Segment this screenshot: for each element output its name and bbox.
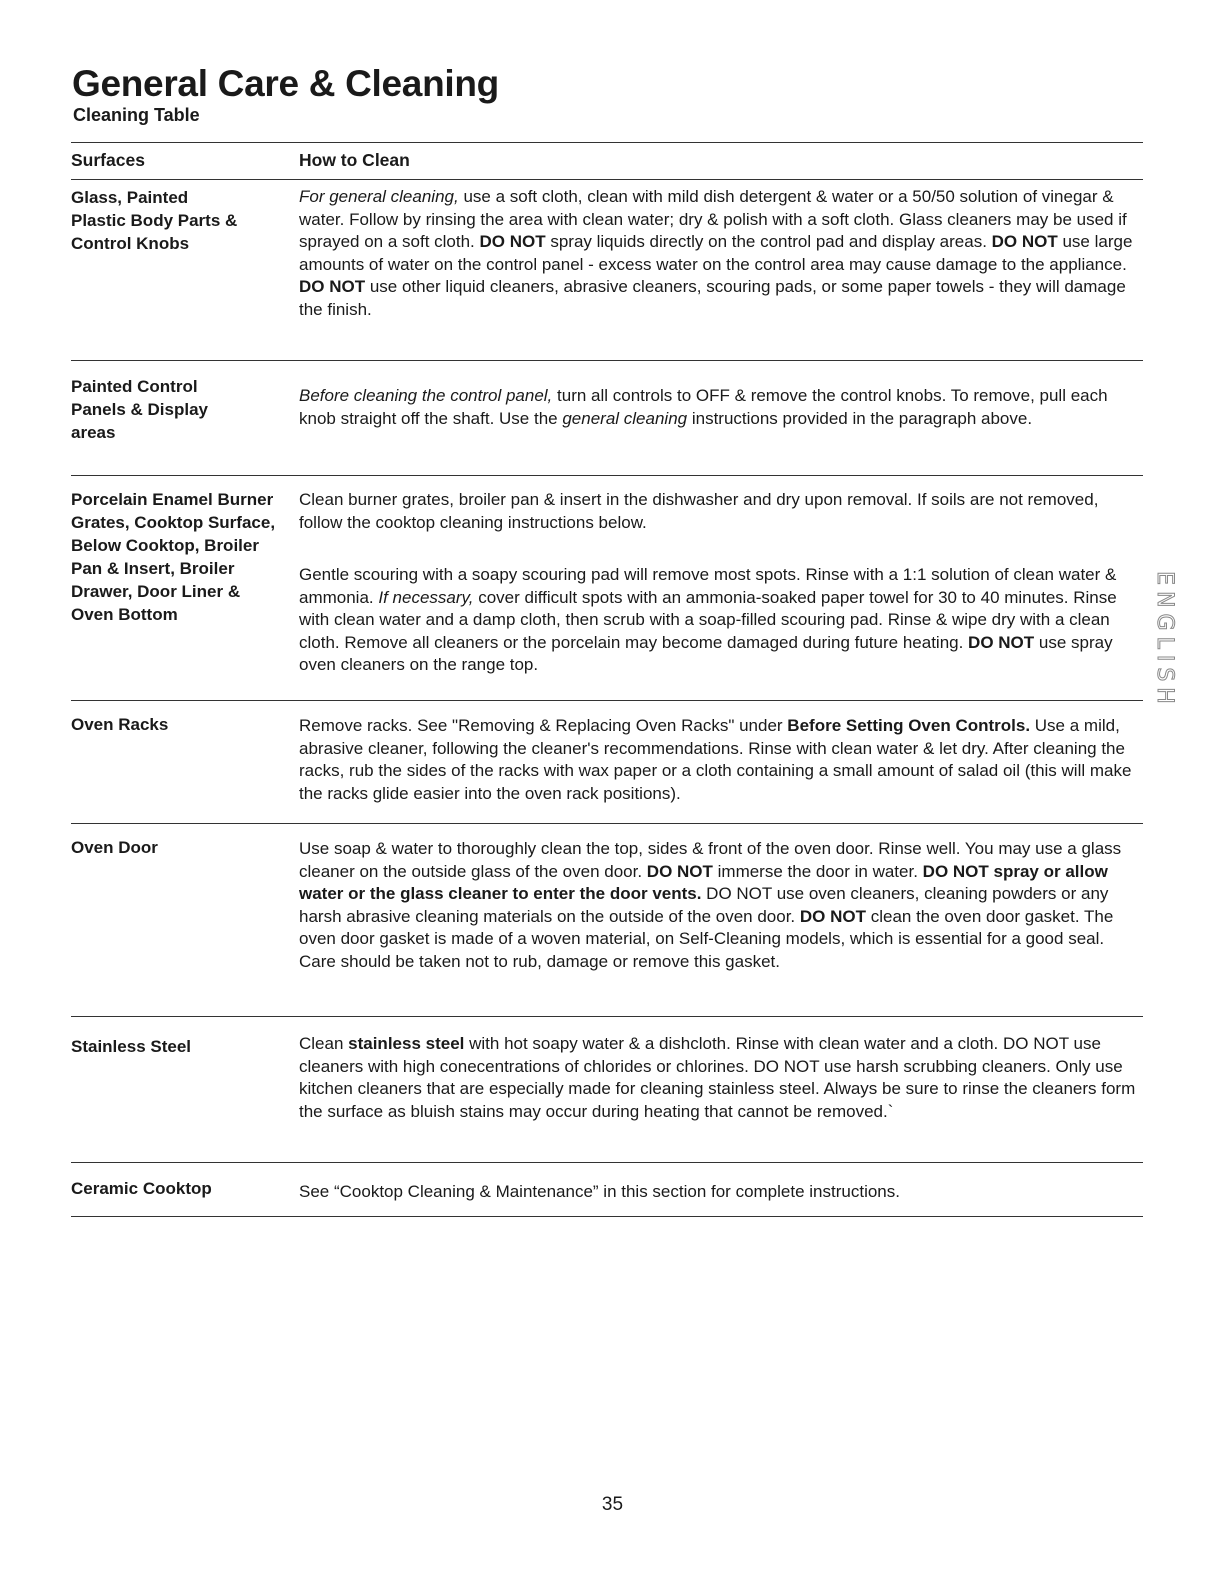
- instruction-text: DO NOT use oven cleaners, cleaning powders or any harsh abrasive cleaning materials on the outside of the oven door.: [299, 884, 1109, 926]
- cleaning-instructions: [299, 1017, 1143, 1162]
- language-label: ENGLISH: [1151, 570, 1177, 710]
- emphasis-italic: If necessary,: [378, 587, 474, 607]
- table-row: [71, 700, 1143, 823]
- instruction-text: Remove racks. See "Removing & Replacing Oven Racks" under: [299, 716, 788, 735]
- language-side-tab: [1150, 560, 1178, 720]
- instruction-text: use spray oven cleaners on the range top.: [299, 632, 1113, 674]
- table-row: [71, 360, 1143, 475]
- emphasis-italic: For general cleaning,: [299, 187, 459, 206]
- instruction-text: use a soft cloth, clean with mild dish detergent & water or a 50/50 solution of vinegar & water. Follow by rinsing the area with clean water; dry & polish with a soft cloth. Glass cleaners may be used if sprayed on a soft cloth.: [299, 187, 1127, 251]
- instruction-text: clean the oven door gasket. The oven door gasket is made of a woven material, on Self-Cleaning models, which is essential for a good seal. Care should be taken not to rub, damage or remove this gasket.: [299, 906, 1114, 971]
- instruction-text: use large amounts of water on the control panel - excess water on the control area may cause damage to the appliance.: [299, 232, 1133, 274]
- instruction-text: with hot soapy water & a dishcloth. Rinse with clean water and a cloth. DO NOT use cleaners with high conecentrations of chlorides or chlorines. DO NOT use harsh scrubbing cleaners. Only use kitchen cleaners that are especially made for cleaning stainless steel. Always be sure to rinse the cleaners form the surface as bluish stains may occur during heating that cannot be removed.`: [299, 1034, 1136, 1121]
- table-body: [71, 179, 1143, 1217]
- column-header-how-to-clean: How to Clean: [299, 150, 410, 170]
- surface-name: Oven Racks: [71, 715, 169, 734]
- cleaning-instructions: [299, 1163, 1143, 1216]
- emphasis-italic: Before cleaning the control panel,: [299, 386, 553, 405]
- emphasis-bold: DO NOT: [799, 906, 866, 926]
- emphasis-bold: DO NOT: [479, 232, 546, 251]
- cleaning-instructions: [299, 701, 1143, 823]
- cleaning-instructions: [299, 824, 1143, 1016]
- table-row: [71, 179, 1143, 360]
- emphasis-bold: DO NOT: [991, 232, 1058, 251]
- instruction-text: Use soap & water to thoroughly clean the top, sides & front of the oven door. Rinse well. You may use a glass cleaner on the outside glass of the oven door.: [299, 839, 1122, 881]
- emphasis-bold: DO NOT: [968, 632, 1035, 652]
- emphasis-italic: general cleaning: [562, 408, 688, 428]
- emphasis-bold: stainless steel: [348, 1034, 465, 1053]
- instruction-text: cover difficult spots with an ammonia-soaked paper towel for 30 to 40 minutes. Rinse with clean water and a damp cloth, then scrub with a soap-filled scouring pad. Rinse & wipe dry with a clean cloth. Remove all cleaners or the porcelain may become damaged during future heating.: [299, 587, 1117, 652]
- table-header-row: [71, 142, 1143, 179]
- instruction-text: See “Cooktop Cleaning & Maintenance” in this section for complete instructions.: [299, 1182, 900, 1201]
- cleaning-table: [71, 142, 1143, 1217]
- instruction-text: turn all controls to OFF & remove the control knobs. To remove, pull each knob straight off the shaft. Use the: [299, 386, 1108, 428]
- emphasis-bold: DO NOT: [646, 861, 713, 881]
- surface-name: Porcelain Enamel Burner Grates, Cooktop Surface, Below Cooktop, Broiler Pan & Insert, Broiler Drawer, Door Liner & Oven Bottom: [71, 490, 276, 624]
- instruction-text: use other liquid cleaners, abrasive cleaners, scouring pads, or some paper towels - they will damage the finish.: [299, 277, 1126, 319]
- column-header-surfaces: Surfaces: [71, 150, 145, 170]
- table-row: [71, 475, 1143, 700]
- surface-name: Oven Door: [71, 838, 158, 857]
- cleaning-instructions: [299, 180, 1143, 360]
- instruction-text: immerse the door in water.: [712, 861, 923, 881]
- instruction-text: Use a mild, abrasive cleaner, following the cleaner's recommendations. Rinse with clean water & let dry. After cleaning the racks, rub the sides of the racks with wax paper or a cloth containing a small amount of salad oil (this will make the racks glide easier into the oven rack positions).: [299, 716, 1132, 803]
- instruction-text: Gentle scouring with a soapy scouring pad will remove most spots. Rinse with a 1:1 solution of clean water & ammonia.: [299, 565, 1117, 607]
- surface-name: Painted Control Panels & Display areas: [71, 377, 209, 442]
- cleaning-instructions: [299, 361, 1143, 475]
- page-number: 35: [601, 1494, 624, 1515]
- surface-name: Glass, Painted Plastic Body Parts & Control Knobs: [71, 188, 238, 253]
- instruction-text: instructions provided in the paragraph above.: [687, 408, 1033, 428]
- cleaning-instructions: [299, 476, 1143, 700]
- table-row: [71, 823, 1143, 1016]
- page-subtitle: Cleaning Table: [73, 105, 200, 125]
- emphasis-bold: Before Setting Oven Controls.: [787, 716, 1031, 735]
- table-row: [71, 1016, 1143, 1162]
- surface-name: Ceramic Cooktop: [71, 1179, 212, 1198]
- page-title: General Care & Cleaning: [72, 63, 499, 104]
- surface-name: Stainless Steel: [71, 1037, 192, 1056]
- emphasis-bold: DO NOT spray or allow water or the glass cleaner to enter the door vents.: [299, 861, 1108, 903]
- instruction-text: spray liquids directly on the control pad and display areas.: [545, 232, 992, 251]
- instruction-text: Clean burner grates, broiler pan & insert in the dishwasher and dry upon removal. If soils are not removed, follow the cooktop cleaning instructions below.: [299, 490, 1099, 532]
- emphasis-bold: DO NOT: [299, 277, 366, 296]
- instruction-text: Clean: [299, 1034, 349, 1053]
- table-row: [71, 1162, 1143, 1217]
